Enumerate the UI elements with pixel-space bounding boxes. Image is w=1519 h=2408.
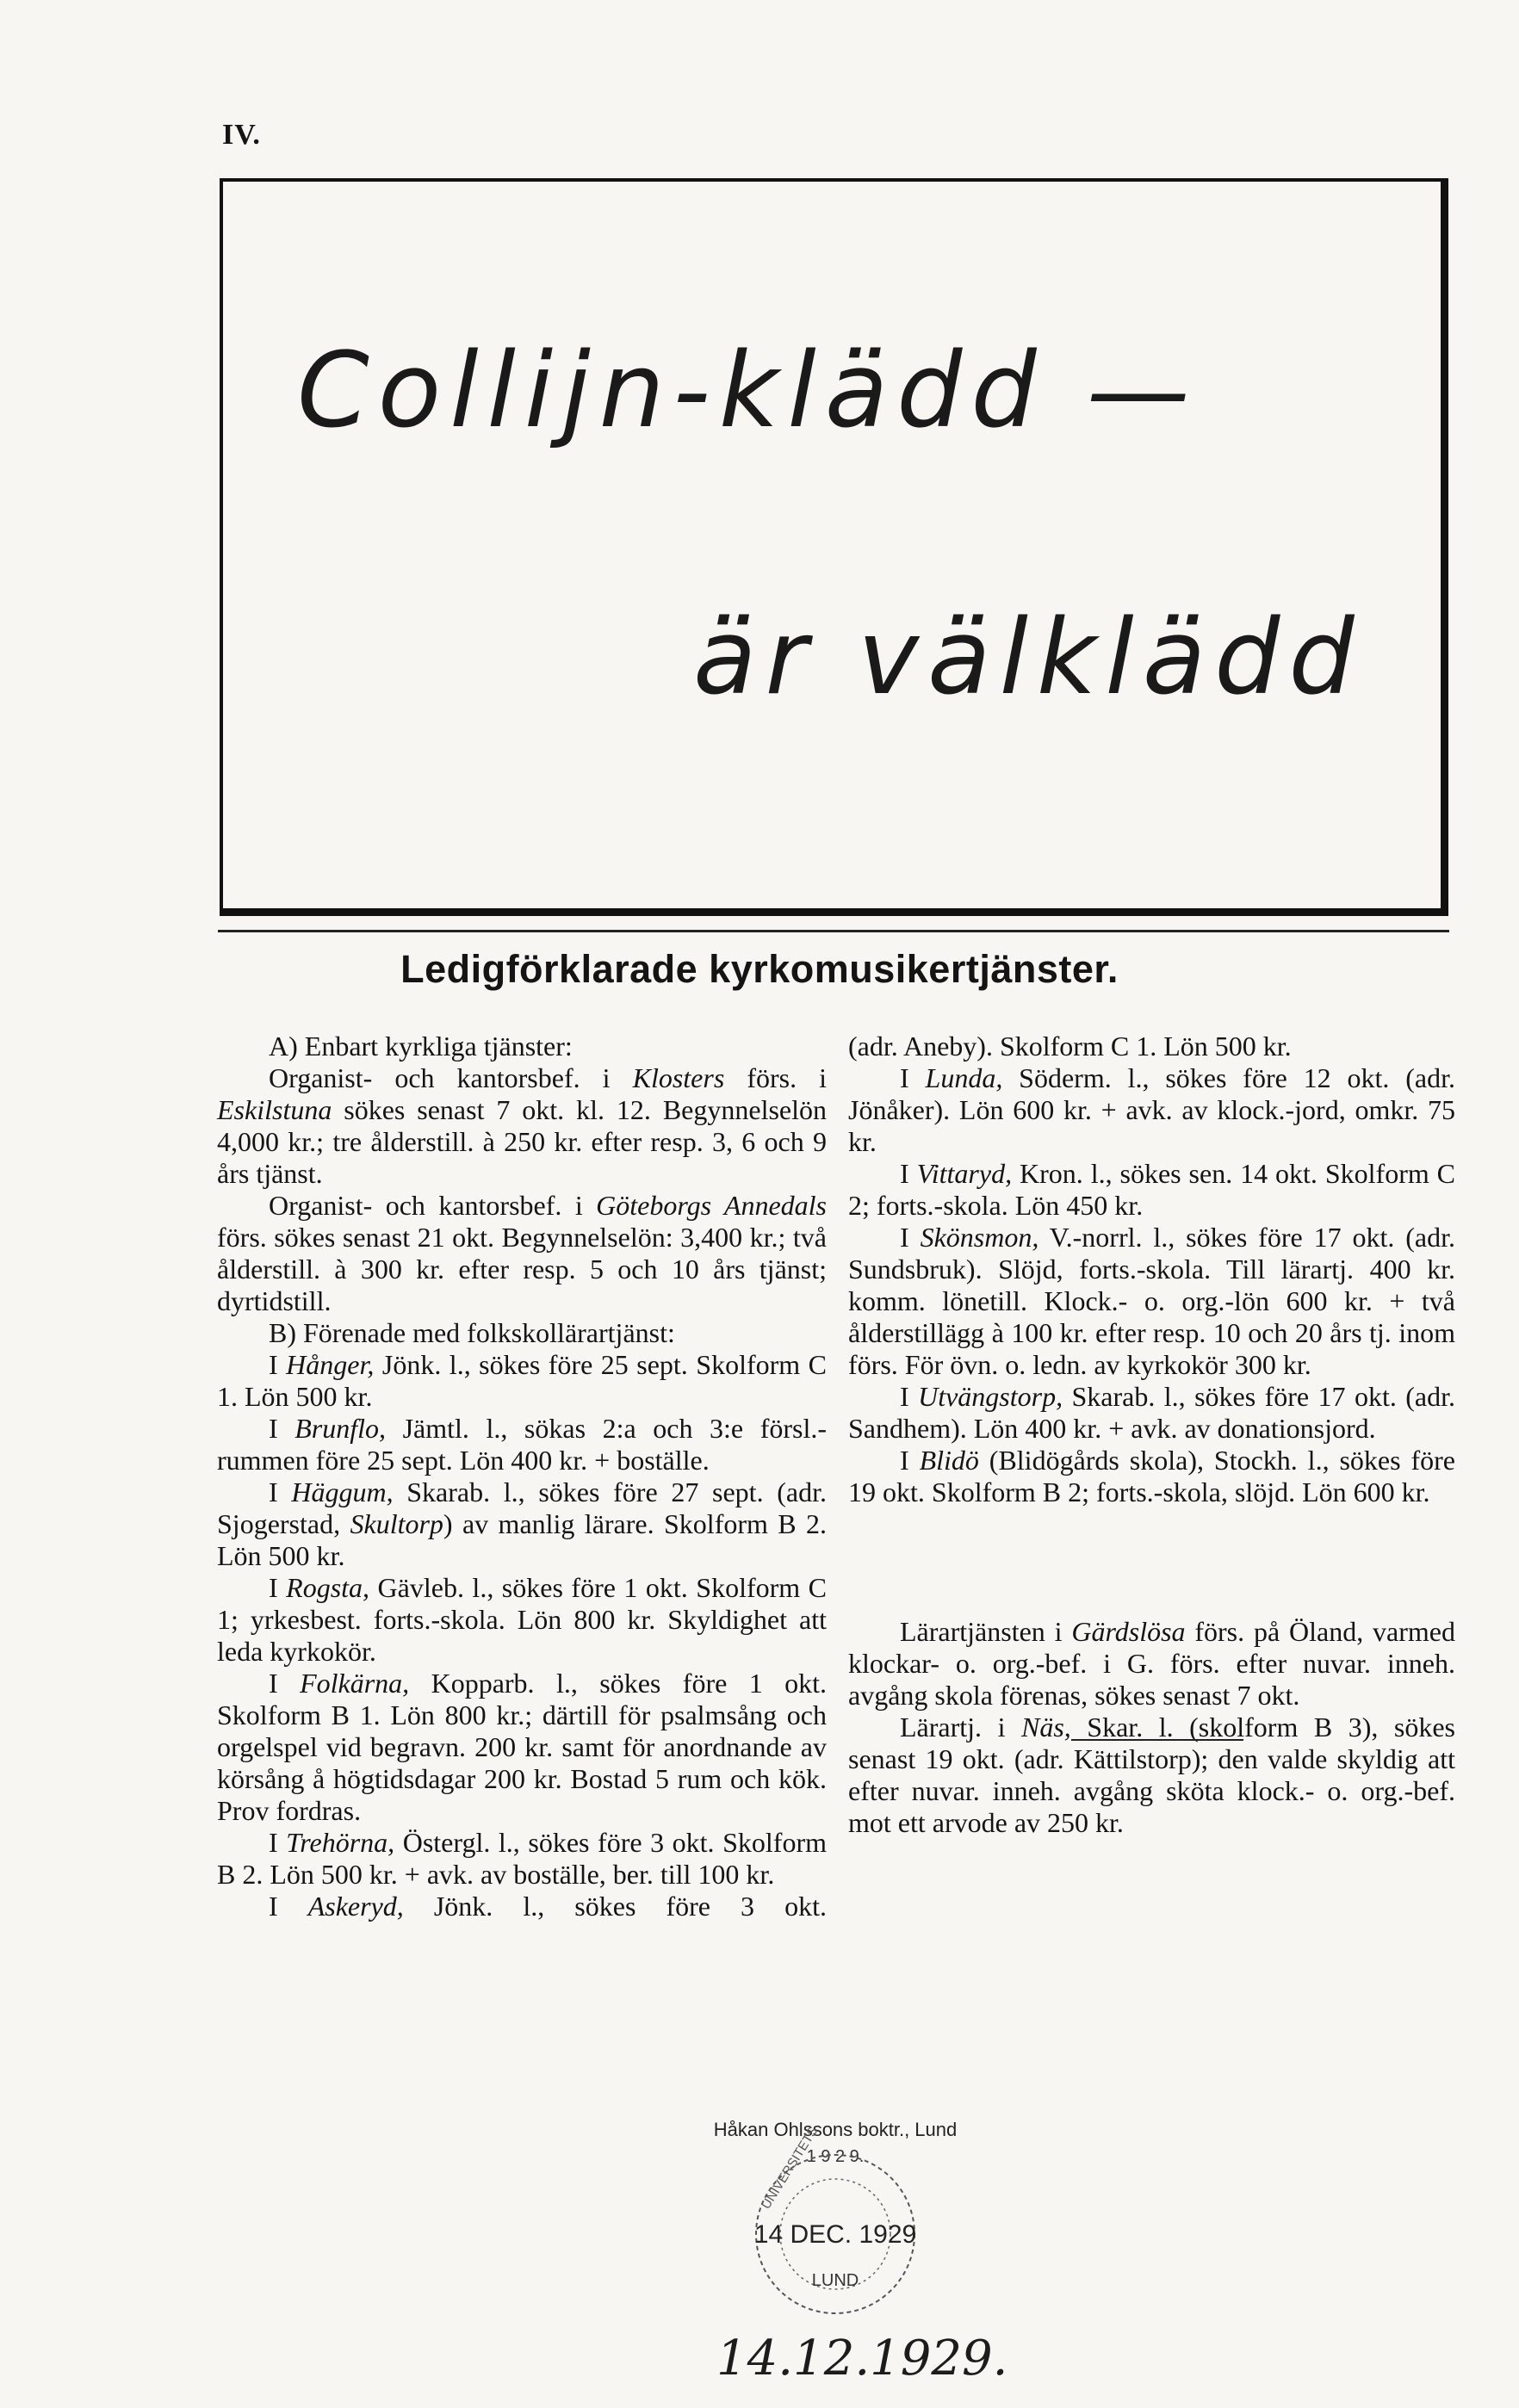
handwritten-date-text: 14.12.1929. — [716, 2331, 1008, 2386]
column-divider-rule — [1071, 1739, 1243, 1741]
library-stamp — [663, 2114, 1008, 2320]
section-title: Ledigförklarade kyrkomusikertjänster. — [400, 947, 1119, 991]
paragraph: I Rogsta, Gävleb. l., sökes före 1 okt. Skolform C 1; yrkesbest. forts.-skola. Lön 800 kr. Skyldighet att leda kyrkokör. — [217, 1572, 828, 1667]
paragraph: I Häggum, Skarab. l., sökes före 27 sept. (adr. Sjogerstad, Skultorp) av manlig lärare. Skolform B 2. Lön 500 kr. — [217, 1476, 828, 1571]
paragraph: Lärartj. i Näs, Skar. l. (skolform B 3), sökes senast 19 okt. (adr. Kättilstorp); den valde skyldig att efter nuvar. inneh. avgång sköta klock.- o. org.-bef. mot ett arvode av 250 kr. — [848, 1712, 1456, 1838]
paragraph: A) Enbart kyrkliga tjänster: — [269, 1031, 573, 1062]
paragraph: I Vittaryd, Kron. l., sökes sen. 14 okt. Skolform C 2; forts.-skola. Lön 450 kr. — [848, 1158, 1455, 1221]
divider-rule — [218, 930, 1449, 932]
stamp-date: 14 DEC. 1929 — [753, 2220, 917, 2249]
paragraph: I Lunda, Söderm. l., sökes före 12 okt. (adr. Jönåker). Lön 600 kr. + avk. av klock.-jord, omkr. 75 kr. — [848, 1062, 1456, 1157]
printer-year: 1 9 2 9. — [806, 2147, 865, 2166]
advert-line-1: Collijn-klädd — — [297, 331, 1199, 451]
advertisement-box — [220, 178, 1448, 916]
column-spacer — [848, 1508, 1455, 1616]
paragraph: Organist- och kantorsbef. i Göteborgs Annedals förs. sökes senast 21 okt. Begynnelselön: 3,400 kr.; två ålderstill. à 300 kr. efter resp. 5 och 10 års tjänst; dyrtidstill. — [217, 1190, 828, 1316]
left-column — [217, 1031, 827, 1922]
paragraph: I Askeryd, Jönk. l., sökes före 3 okt. — [269, 1891, 828, 1922]
paragraph: I Skönsmon, V.-norrl. l., sökes före 17 okt. (adr. Sundsbruk). Slöjd, forts.-skola. Till lärartj. 400 kr. komm. lönetill. Klock.- o. org.-lön 600 kr. + två ålderstillägg à 100 kr. efter resp. 10 och 20 års tj. inom förs. För övn. o. ledn. av kyrkokör 300 kr. — [848, 1222, 1456, 1380]
advert-line-2: är välklädd — [693, 598, 1363, 718]
paragraph: B) Förenade med folkskollärartjänst: — [269, 1317, 675, 1348]
handwritten-date — [708, 2324, 1008, 2406]
paragraph: Lärartjänsten i Gärdslösa förs. på Öland, varmed klockar- o. org.-bef. i G. förs. efter nuvar. inneh. avgång skola förenas, sökes senast 7 okt. — [848, 1616, 1455, 1711]
stamp-city: LUND — [811, 2271, 859, 2290]
stamp-ring-text: UNIVERSITETS — [758, 2124, 822, 2213]
paragraph: (adr. Aneby). Skolform C 1. Lön 500 kr. — [848, 1031, 1292, 1062]
paragraph: I Trehörna, Östergl. l., sökes före 3 okt. Skolform B 2. Lön 500 kr. + avk. av boställe, ber. till 100 kr. — [217, 1827, 828, 1890]
printer-imprint: Håkan Ohlssons boktr., Lund — [713, 2119, 958, 2140]
right-column — [848, 1031, 1455, 1839]
paragraph: I Blidö (Blidögårds skola), Stockh. l., sökes före 19 okt. Skolform B 2; forts.-skola, slöjd. Lön 600 kr. — [848, 1445, 1456, 1507]
page-number: IV. — [222, 119, 261, 151]
paragraph: Organist- och kantorsbef. i Klosters förs. i Eskilstuna sökes senast 7 okt. kl. 12. Begynnelselön 4,000 kr.; tre ålderstill. à 250 kr. efter resp. 3, 6 och 9 års tjänst. — [217, 1062, 828, 1189]
paragraph: I Brunflo, Jämtl. l., sökas 2:a och 3:e försl.-rummen före 25 sept. Lön 400 kr. + boställe. — [217, 1413, 828, 1476]
paragraph: I Utvängstorp, Skarab. l., sökes före 17 okt. (adr. Sandhem). Lön 400 kr. + avk. av donationsjord. — [848, 1381, 1456, 1444]
paragraph: I Hånger, Jönk. l., sökes före 25 sept. Skolform C 1. Lön 500 kr. — [217, 1349, 828, 1412]
paragraph: I Folkärna, Kopparb. l., sökes före 1 okt. Skolform B 1. Lön 800 kr.; därtill för psalmsång och orgelspel vid begravn. 200 kr. samt för anordnande av körsång å högtidsdagar 200 kr. Bostad 5 rum och kök. Prov fordras. — [217, 1668, 828, 1826]
